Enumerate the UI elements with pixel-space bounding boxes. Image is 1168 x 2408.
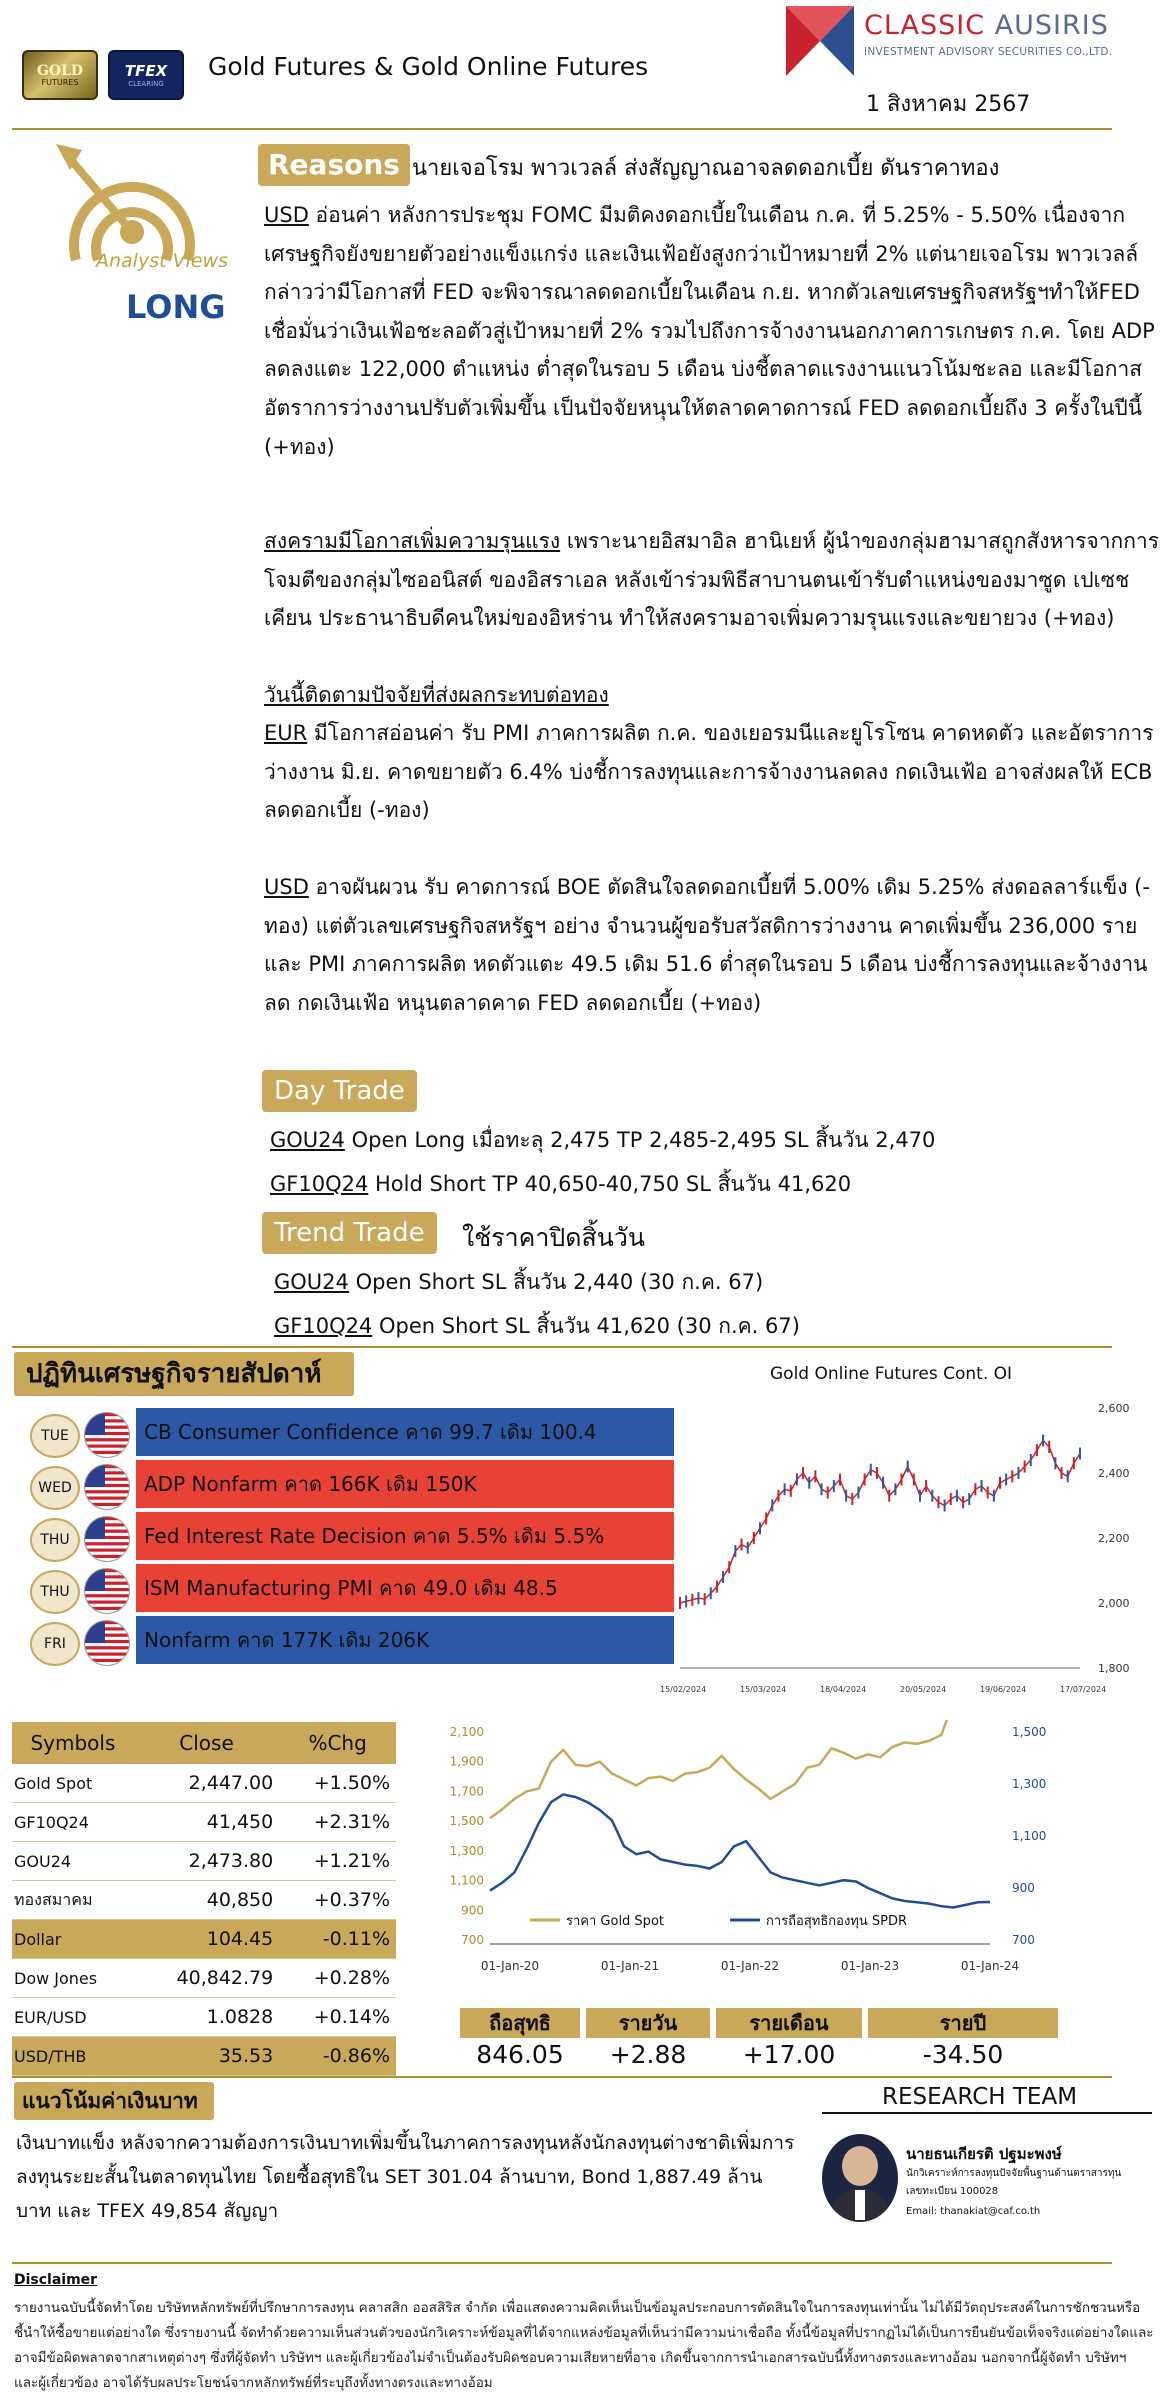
symbol-cell: Dollar [12, 1920, 134, 1959]
us-flag-icon [84, 1464, 130, 1510]
close-cell: 2,447.00 [134, 1764, 279, 1803]
legend-label: ราคา Gold Spot [566, 1914, 664, 1929]
trade-symbol: GF10Q24 [274, 1314, 373, 1338]
close-cell: 104.45 [134, 1920, 279, 1959]
right-y-tick-label: 1,300 [1012, 1777, 1047, 1791]
paragraph-body: เพราะนายอิสมาอิล ฮานิเยห์ ผู้นำของกลุ่มฮามาสถูกสังหารจากการโจมตีของกลุ่มไซออนิสต์ ของอิสราเอล หลังเข้าร่วมพิธีสาบานตนเข้ารับตำแหน่งของมาซูด เปเซชเคียน ประธานาธิบดีคนใหม่ของอิหร่าน ทำให้สงครามอาจเพิ่มความรุนแรงและขยายวง (+ทอง) [264, 529, 1159, 631]
trade-instruction: Open Short SL สิ้นวัน 41,620 (30 ก.ค. 67) [372, 1314, 800, 1338]
paragraph-body: อ่อนค่า หลังการประชุม FOMC มีมติคงดอกเบี้ยในเดือน ก.ค. ที่ 5.25% - 5.50% เนื่องจากเศรษฐกิจยังขยายตัวอย่างแข็งแกร่ง และเงินเฟ้อยังสูงกว่าเป้าหมายที่ 2% แต่นายเจอโรม พาวเวลล์ กล่าวว่ามีโอกาสที่ FED จะพิจารณาลดดอกเบี้ยในเดือน ก.ย. หากตัวเลขเศรษฐกิจสหรัฐฯทำให้FED เชื่อมั่นว่าเงินเฟ้อชะลอตัวสู่เป้าหมายที่ 2% รวมไปถึงการจ้างงานนอกภาคการเกษตร ก.ค. โดย ADP ลดลงแตะ 122,000 ตำแหน่ง ต่ำสุดในรอบ 5 เดือน บ่งชี้ตลาดแรงงานแนวโน้มชะลอ และมีโอกาสอัตราการว่างงานปรับตัวเพิ่มขึ้น เป็นปัจจัยหนุนให้ตลาดคาดการณ์ FED ลดดอกเบี้ยถึง 3 ครั้งในปีนี้ (+ทอง) [264, 203, 1155, 459]
symbol-cell: ทองสมาคม [12, 1881, 134, 1920]
reasons-pill: Reasons [258, 144, 410, 186]
trend-trade-pill: Trend Trade [262, 1212, 437, 1254]
y-tick-label: 2,400 [1098, 1467, 1130, 1480]
x-tick-label: 15/03/2024 [740, 1685, 787, 1694]
close-cell: 40,850 [134, 1881, 279, 1920]
x-tick-label: 01-Jan-24 [960, 1959, 1020, 1973]
paragraph-body: มีโอกาสอ่อนค่า รับ PMI ภาคการผลิต ก.ค. ของเยอรมนีและยูโรโซน คาดหดตัว และอัตราการว่างงาน มิ.ย. คาดขยายตัว 6.4% บ่งชี้การลงทุนและการจ้างงานลดลง กดเงินเฟ้อ อาจส่งผลให้ ECB ลดดอกเบี้ย (-ทอง) [264, 721, 1154, 823]
symbol-cell: EUR/USD [12, 1998, 134, 2037]
econ-event-text: ADP Nonfarm คาด 166K เดิม 150K [136, 1460, 674, 1508]
right-y-tick-label: 1,100 [1012, 1829, 1047, 1843]
trade-symbol: GF10Q24 [270, 1172, 369, 1196]
gold-oi-line-chart [660, 1396, 1160, 1706]
table-row [12, 1842, 396, 1881]
x-tick-label: 17/07/2024 [1060, 1685, 1107, 1694]
analyst-role: นักวิเคราะห์การลงทุนปัจจัยพื้นฐานด้านตราสารทุน [906, 2168, 1122, 2179]
trend-trade-note: ใช้ราคาปิดสิ้นวัน [462, 1223, 645, 1252]
spdr-holdings-line [490, 1794, 990, 1907]
x-tick-label: 01-Jan-23 [840, 1959, 900, 1973]
reason-paragraph-usd-2 [264, 868, 1162, 1022]
tfex-logo: TFEX CLEARING [108, 50, 184, 100]
x-tick-label: 01-Jan-20 [480, 1959, 540, 1973]
day-badge: FRI [30, 1622, 80, 1666]
day-trade-line-gf10q24 [270, 1168, 851, 1201]
net-holding-header: รายวัน [586, 2008, 710, 2038]
x-tick-label: 18/04/2024 [820, 1685, 867, 1694]
left-y-tick-label: 1,500 [449, 1814, 484, 1829]
y-tick-label: 2,000 [1098, 1597, 1130, 1610]
paragraph-lead: EUR [264, 721, 308, 745]
x-tick-label: 15/02/2024 [660, 1685, 707, 1694]
table-row [12, 2037, 396, 2076]
oi-price-line [680, 1441, 1080, 1604]
close-cell: 41,450 [134, 1803, 279, 1842]
day-trade-line-gou24 [270, 1124, 935, 1157]
paragraph-body: อาจผันผวน รับ คาดการณ์ BOE ตัดสินใจลดดอกเบี้ยที่ 5.00% เดิม 5.25% ส่งดอลลาร์แข็ง (-ทอง) แต่ตัวเลขเศรษฐกิจสหรัฐฯ อย่าง จำนวนผู้ขอรับสวัสดิการว่างงาน คาดเพิ่มขึ้น 236,000 ราย และ PMI ภาคการผลิต หดตัวแตะ 49.5 เดิม 51.6 ต่ำสุดในรอบ 5 เดือน บ่งชี้การลงทุนและจ้างงานลด กดเงินเฟ้อ หนุนตลาดคาด FED ลดดอกเบี้ย (+ทอง) [264, 875, 1150, 1015]
change-cell: +1.50% [279, 1764, 396, 1803]
table-row [12, 1959, 396, 1998]
disclaimer-text: รายงานฉบับนี้จัดทำโดย บริษัทหลักทรัพย์ที่ปรึกษาการลงทุน คลาสสิก ออสสิริส จำกัด เพื่อแสดงความคิดเห็นเป็นข้อมูลประกอบการตัดสินใจในการลงทุนเท่านั้น ไม่ได้มีวัตถุประสงค์ในการชักชวนหรือชี้นำให้ซื้อขายแต่อย่างใด ซึ่งรายงานนี้ จัดทำด้วยความเห็นส่วนตัวของนักวิเคราะห์ข้อมูลที่ได้จากแหล่งข้อมูลที่เห็นว่ามีความน่าเชื่อถือ ทั้งนี้ข้อมูลที่ปรากฏไม่ได้เป็นการยืนยันข้อเท็จจริงแต่อย่างใดและอาจมีข้อผิดพลาดจากสาเหตุต่างๆ ซึ่งที่ผู้จัดทำ บริษัทฯ และผู้เกี่ยวข้องไม่จำเป็นต้องรับผิดชอบความเสียหายที่อาจ เกิดขึ้นจากการนำเอกสารฉบับนี้ทั้งทางตรงและทางอ้อม นอกจากนี้ผู้จัดทำ บริษัทฯ และผู้เกี่ยวข้อง อาจได้รับผลประโยชน์จากหลักทรัพย์ที่ระบุถึงทั้งทางตรงและทางอ้อม [14, 2300, 1154, 2391]
right-y-tick-label: 900 [1012, 1881, 1035, 1895]
trend-trade-line-gf10q24 [274, 1310, 800, 1343]
column-header: Close [134, 1722, 279, 1764]
left-y-tick-label: 1,900 [449, 1754, 484, 1769]
net-holding-value: +17.00 [742, 2040, 836, 2069]
net-holding-header: รายปี [868, 2008, 1058, 2038]
us-flag-icon [84, 1412, 130, 1458]
change-cell: +0.14% [279, 1998, 396, 2037]
company-subtitle: INVESTMENT ADVISORY SECURITIES CO.,LTD. [864, 46, 1113, 58]
close-cell: 35.53 [134, 2037, 279, 2076]
x-tick-label: 20/05/2024 [900, 1685, 947, 1694]
change-cell: +1.21% [279, 1842, 396, 1881]
left-y-tick-label: 700 [461, 1933, 484, 1947]
trade-instruction: Hold Short TP 40,650-40,750 SL สิ้นวัน 41,620 [368, 1172, 852, 1196]
symbol-cell: GF10Q24 [12, 1803, 134, 1842]
y-tick-label: 1,800 [1098, 1662, 1130, 1675]
trade-instruction: Open Long เมื่อทะลุ 2,475 TP 2,485-2,495 SL สิ้นวัน 2,470 [344, 1128, 936, 1152]
left-y-tick-label: 900 [461, 1903, 484, 1918]
change-cell: -0.11% [279, 1920, 396, 1959]
analyst-view-position: LONG [126, 288, 226, 326]
table-row [12, 1920, 396, 1959]
day-badge: WED [30, 1466, 80, 1510]
analyst-name: นายธนเกียรติ ปฐมะพงษ์ [906, 2145, 1062, 2163]
us-flag-icon [84, 1620, 130, 1666]
market-symbols-table [12, 1722, 396, 2076]
symbol-cell: USD/THB [12, 2037, 134, 2076]
day-trade-pill: Day Trade [262, 1070, 417, 1112]
us-flag-icon [84, 1568, 130, 1614]
trade-symbol: GOU24 [270, 1128, 345, 1152]
report-date: 1 สิงหาคม 2567 [866, 92, 1031, 117]
reason-paragraph-usd [264, 196, 1162, 466]
y-tick-label: 2,200 [1098, 1532, 1130, 1545]
today-factors-heading: วันนี้ติดตามปัจจัยที่ส่งผลกระทบต่อทอง [264, 683, 609, 707]
left-y-tick-label: 1,300 [449, 1843, 484, 1858]
close-cell: 1.0828 [134, 1998, 279, 2037]
disclaimer-title: Disclaimer [14, 2272, 98, 2288]
column-header: Symbols [12, 1722, 134, 1764]
net-holding-value: 846.05 [476, 2040, 564, 2069]
econ-event-text: CB Consumer Confidence คาด 99.7 เดิม 100.4 [136, 1408, 674, 1456]
column-header: %Chg [279, 1722, 396, 1764]
analyst-email: Email: thanakiat@caf.co.th [906, 2206, 1041, 2217]
table-row [12, 1881, 396, 1920]
right-y-tick-label: 700 [1012, 1933, 1035, 1947]
net-holding-value: +2.88 [609, 2040, 687, 2069]
left-y-tick-label: 2,100 [449, 1725, 484, 1739]
table-row [12, 1764, 396, 1803]
x-tick-label: 01-Jan-21 [600, 1959, 660, 1973]
table-row [12, 1803, 396, 1842]
right-y-tick-label: 1,500 [1012, 1725, 1047, 1739]
change-cell: +0.28% [279, 1959, 396, 1998]
symbol-cell: Gold Spot [12, 1764, 134, 1803]
econ-event-text: Nonfarm คาด 177K เดิม 206K [136, 1616, 674, 1664]
analyst-avatar [822, 2134, 898, 2222]
day-badge: THU [30, 1518, 80, 1562]
economic-calendar-title: ปฏิทินเศรษฐกิจรายสัปดาห์ [14, 1352, 354, 1396]
close-cell: 2,473.80 [134, 1842, 279, 1881]
trend-trade-line-gou24 [274, 1266, 763, 1299]
gold-spot-line [490, 1720, 990, 1818]
econ-event-text: ISM Manufacturing PMI คาด 49.0 เดิม 48.5 [136, 1564, 674, 1612]
change-cell: +2.31% [279, 1803, 396, 1842]
net-holding-value: -34.50 [922, 2040, 1004, 2069]
reason-paragraph-eur [264, 714, 1162, 830]
day-badge: THU [30, 1570, 80, 1614]
table-row [12, 1998, 396, 2037]
analyst-license: เลขทะเบียน 100028 [906, 2186, 999, 2197]
net-holding-header: ถือสุทธิ [460, 2008, 580, 2038]
x-tick-label: 01-Jan-22 [720, 1959, 780, 1973]
paragraph-lead: USD [264, 203, 309, 227]
change-cell: +0.37% [279, 1881, 396, 1920]
classic-ausiris-logo-mark [786, 6, 854, 76]
section-divider [12, 1346, 1112, 1348]
econ-event-text: Fed Interest Rate Decision คาด 5.5% เดิม 5.5% [136, 1512, 674, 1560]
reason-paragraph-war [264, 522, 1162, 638]
section-divider [12, 2262, 1112, 2264]
paragraph-lead: USD [264, 875, 309, 899]
day-badge: TUE [30, 1414, 80, 1458]
oi-chart-title: Gold Online Futures Cont. OI [770, 1364, 1013, 1384]
paragraph-lead: สงครามมีโอกาสเพิ่มความรุนแรง [264, 529, 561, 553]
baht-trend-title: แนวโน้มค่าเงินบาท [14, 2082, 214, 2120]
page-title: Gold Futures & Gold Online Futures [208, 52, 649, 81]
symbol-cell: GOU24 [12, 1842, 134, 1881]
left-y-tick-label: 1,100 [449, 1873, 484, 1888]
legend-label: การถือสุทธิกองทุน SPDR [766, 1914, 908, 1929]
left-y-tick-label: 1,700 [449, 1784, 484, 1799]
trade-instruction: Open Short SL สิ้นวัน 2,440 (30 ก.ค. 67) [348, 1270, 764, 1294]
analyst-views-label: Analyst Views [96, 250, 228, 272]
trade-symbol: GOU24 [274, 1270, 349, 1294]
close-cell: 40,842.79 [134, 1959, 279, 1998]
baht-trend-text: เงินบาทแข็ง หลังจากความต้องการเงินบาทเพิ่มขึ้นในภาคการลงทุนหลังนักลงทุนต่างชาติเพิ่มการลงทุนระยะสั้นในตลาดทุนไทย โดยซื้อสุทธิใน SET 301.04 ล้านบาท, Bond 1,887.49 ล้านบาท และ TFEX 49,854 สัญญา [16, 2132, 795, 2222]
y-tick-label: 2,600 [1098, 1402, 1130, 1415]
section-divider [12, 2076, 1112, 2078]
gold-spot-spdr-chart [430, 1720, 1070, 1990]
research-team-title: RESEARCH TEAM [882, 2084, 1078, 2110]
gold-futures-logo: GOLD FUTURES [22, 50, 98, 100]
change-cell: -0.86% [279, 2037, 396, 2076]
reasons-headline: นายเจอโรม พาวเวลล์ ส่งสัญญาณอาจลดดอกเบี้ย ดันราคาทอง [412, 156, 1000, 181]
research-divider [822, 2112, 1152, 2114]
company-name: CLASSIC AUSIRIS [864, 10, 1109, 41]
header-divider [12, 128, 1112, 130]
us-flag-icon [84, 1516, 130, 1562]
symbol-cell: Dow Jones [12, 1959, 134, 1998]
net-holding-header: รายเดือน [716, 2008, 862, 2038]
x-tick-label: 19/06/2024 [980, 1685, 1027, 1694]
